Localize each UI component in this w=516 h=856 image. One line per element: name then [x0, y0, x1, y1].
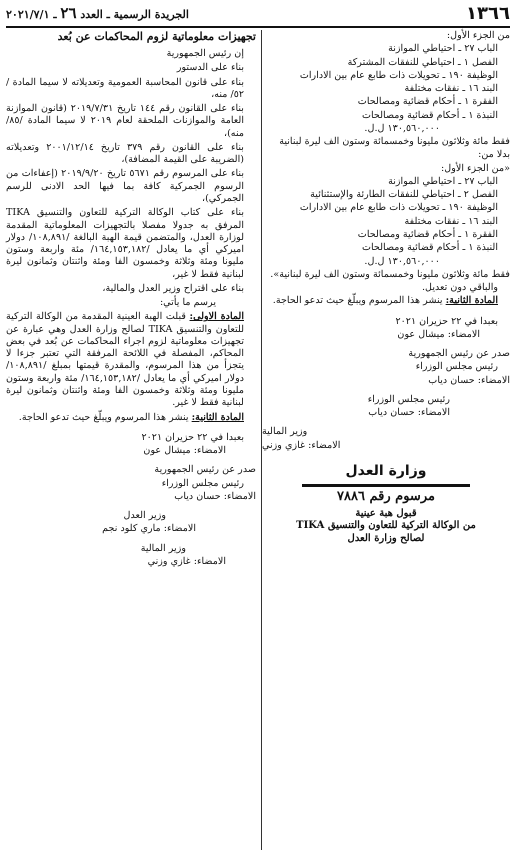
article-1: [6, 311, 256, 409]
amount: ١٣٠,٥٦٠,٠٠٠ ل.ل.: [364, 255, 440, 267]
signature: الامضاء: حسان دياب: [428, 374, 510, 386]
from-item: البند ١٦ ـ نفقات مختلفة: [404, 83, 498, 95]
to-item: الوظيفة ١٩٠ ـ تحويلات ذات طابع عام بين الادارات: [299, 202, 498, 214]
article-label: المادة الاولى:: [189, 311, 244, 323]
article-text: قبلت الهبة العينية المقدمة من الوكالة التركية للتعاون والتنسيق TIKA لصالح وزارة العدل وهي عبارة عن تجهيزات معلوماتية لزوم اجراء المحاكمات عن بُعد في بعض المحاكم، المفصلة في اللائحة المرفقة التي تعتبر جزءا لا يتجزأ من هذا المرسوم، والمقدرة قيمتها بمبلغ /١٠٨,٨٩١/ دولار اميركي أي ما يعادل /١٦٤,١٥٣,١٨٢/ مئة واربعة وستون مليونا ومئة وثلاثة وخمسون الفا ومئة واثنتان وثمانون ليرة لبنانية فقط لا غير.: [6, 311, 245, 409]
article-2: [262, 295, 510, 307]
decree-subject: من الوكالة التركية للتعاون والتنسيق TIKA: [296, 520, 476, 532]
article-text: ينشر هذا المرسوم ويبلّغ حيث تدعو الحاجة.: [272, 295, 443, 307]
amount: ١٣٠,٥٦٠,٠٠٠ ل.ل.: [364, 122, 440, 134]
gazette-info: [6, 4, 189, 26]
issued-by: صدر عن رئيس الجمهورية: [154, 464, 256, 476]
issue-date: ـ ٢٠٢١/٧/١: [6, 7, 57, 21]
signature: الامضاء: ميشال عون: [143, 445, 226, 457]
recital: بناء على كتاب الوكالة التركية للتعاون والتنسيق TIKA المرفق به جدولا مفصلا بالتجهيزات المعلوماتية المقدمة لوزارة العدل، والمتضمن قيمة الهبة البالغة /١٠٨,٨٩١/ دولار اميركي أي ما يعادل /١٦٤,١٥٣,١٨٢/ مئة واربعة وستون مليونا ومئة وثلاثة وخمسون الفا ومئة واثنتان وثمانون ليرة لبنانية فقط لا غير،: [6, 207, 244, 280]
decree-subject: قبول هبة عينية: [355, 507, 417, 519]
recital: بناء على الدستور: [176, 62, 244, 74]
signing-date: بعبدا في ٢٢ حزيران ٢٠٢١: [141, 431, 244, 443]
recital: بناء على القانون رقم ٣٧٩ تاريخ ٢٠٠١/١٢/١٤ وتعديلاته (الضريبة على القيمة المضافة)،: [6, 141, 244, 166]
to-item: الباب ٢٧ ـ احتياطي الموازنة: [388, 175, 498, 187]
to-item: النبذة ١ ـ أحكام قضائية ومصالحات: [361, 242, 498, 254]
to-item: الفصل ٢ ـ احتياطي للنفقات الطارئة والإستثنائية: [310, 189, 498, 201]
signing-date: بعبدا في ٢٢ حزيران ٢٠٢١: [395, 315, 498, 327]
official-title: رئيس مجلس الوزراء: [367, 393, 450, 405]
article-2: [6, 412, 256, 424]
from-item: الباب ٢٧ ـ احتياطي الموازنة: [388, 43, 498, 55]
signature: الامضاء: ميشال عون: [397, 328, 480, 340]
signature: الامضاء: ماري كلود نجم: [102, 523, 196, 535]
official-title: وزير المالية: [262, 426, 308, 438]
from-item: الوظيفة ١٩٠ ـ تحويلات ذات طابع عام بين الادارات: [299, 69, 498, 81]
preamble-president: إن رئيس الجمهورية: [166, 48, 244, 60]
decree-subject: لصالح وزارة العدل: [347, 533, 425, 545]
amount-words: فقط مائة وثلاثون مليونا وخمسمائة وستون الف ليرة لبنانية».: [270, 268, 510, 280]
official-title: رئيس مجلس الوزراء: [161, 477, 244, 489]
from-item: النبذة ١ ـ أحكام قضائية ومصالحات: [361, 109, 498, 121]
official-title: رئيس مجلس الوزراء: [415, 361, 498, 373]
recital: بناء على اقتراح وزير العدل والمالية،: [102, 282, 244, 294]
issue-number: ٢٦: [60, 3, 77, 22]
to-section-title: «من الجزء الأول:: [441, 162, 510, 174]
recital: بناء على قانون المحاسبة العمومية وتعديلاته لا سيما المادة /٥٢/ منه،: [6, 76, 244, 100]
issued-by: صدر عن رئيس الجمهورية: [408, 348, 510, 360]
signature: الامضاء: غازي وزني: [262, 439, 341, 451]
heading-underline: [302, 484, 470, 487]
signature: الامضاء: حسان دياب: [368, 407, 450, 419]
to-item: البند ١٦ ـ نفقات مختلفة: [404, 215, 498, 227]
article-label: المادة الثانية:: [191, 411, 244, 423]
rest-unchanged: والباقي دون تعديل.: [422, 282, 498, 294]
signature: الامضاء: حسان دياب: [174, 490, 256, 502]
to-item: الفقرة ١ ـ أحكام قضائية ومصالحات: [357, 228, 498, 240]
recital: بناء على المرسوم رقم ٥٦٧١ تاريخ ٢٠١٩/٩/٢٠ (إعفاءات من الرسوم الجمركية كافة بما فيها الحد الادنى للرسم الجمركي)،: [6, 168, 244, 204]
decrees-line: يرسم ما يأتي:: [159, 297, 216, 309]
right-column: [262, 30, 510, 852]
from-item: الفقرة ١ ـ أحكام قضائية ومصالحات: [357, 96, 498, 108]
from-section-title: من الجزء الأول:: [446, 30, 510, 41]
page-header: [6, 4, 510, 28]
article-text: ينشر هذا المرسوم ويبلّغ حيث تدعو الحاجة.: [18, 411, 189, 423]
signature: الامضاء: غازي وزني: [147, 555, 226, 567]
instead-label: بدلا من:: [478, 149, 510, 161]
page-number: ١٣٦٦: [466, 2, 510, 24]
decree-number: مرسوم رقم ٧٨٨٦: [337, 488, 435, 504]
decree-title: تجهيزات معلوماتية لزوم المحاكمات عن بُعد: [57, 30, 256, 43]
gazette-name: الجريدة الرسمية ـ العدد: [80, 7, 189, 21]
recital: بناء على القانون رقم ١٤٤ تاريخ ٢٠١٩/٧/٣١ (قانون الموازنة العامة والموازنات الملحقة لعام ٢٠١٩ لا سيما المادة /٨٥/ منه)،: [6, 103, 244, 139]
ministry-name: وزارة العدل: [345, 462, 427, 479]
ministry-heading: [262, 463, 510, 487]
official-title: وزير المالية: [140, 542, 186, 554]
article-label: المادة الثانية:: [445, 295, 498, 307]
amount-words: فقط مائة وثلاثون مليونا وخمسمائة وستون الف ليرة لبنانية: [279, 136, 510, 148]
left-column: [6, 30, 256, 852]
from-item: الفصل ١ ـ احتياطي للنفقات المشتركة: [347, 56, 498, 68]
official-title: وزير العدل: [123, 510, 166, 522]
